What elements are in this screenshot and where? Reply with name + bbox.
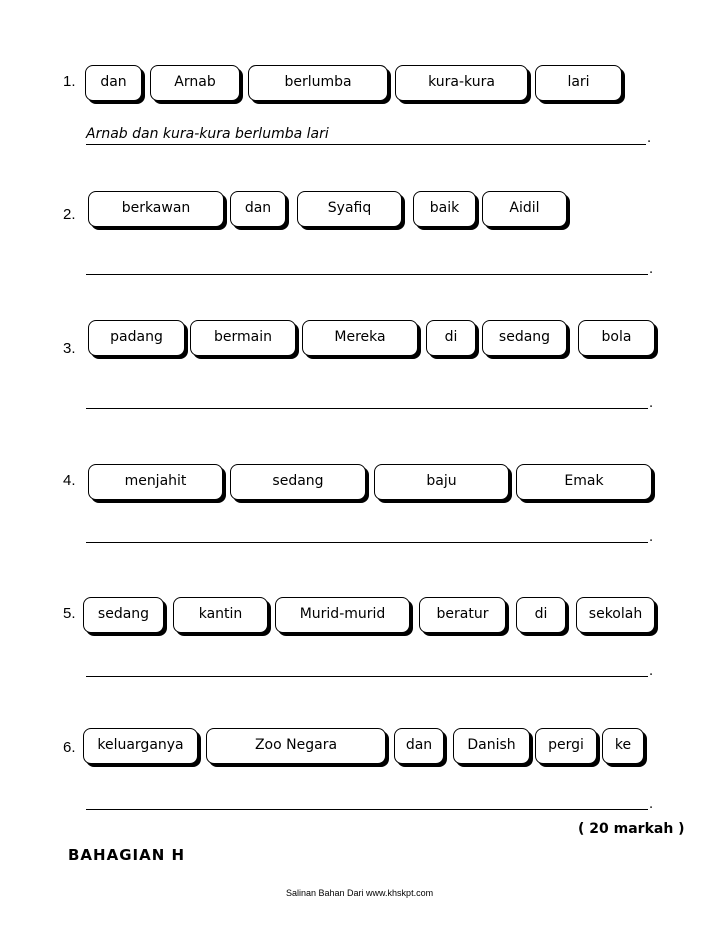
word-card: sedang — [482, 320, 567, 356]
word-card: di — [516, 597, 566, 633]
word-card: bola — [578, 320, 655, 356]
line-end-period: . — [649, 530, 654, 545]
word-card: Danish — [453, 728, 530, 764]
word-card: kura-kura — [395, 65, 528, 101]
word-card: lari — [535, 65, 622, 101]
word-card: berlumba — [248, 65, 388, 101]
word-card: ke — [602, 728, 644, 764]
word-card: keluarganya — [83, 728, 198, 764]
word-card: Arnab — [150, 65, 240, 101]
word-card: baik — [413, 191, 476, 227]
word-card: di — [426, 320, 476, 356]
word-card: padang — [88, 320, 185, 356]
word-card: dan — [394, 728, 444, 764]
line-end-period: . — [649, 396, 654, 411]
total-marks: ( 20 markah ) — [578, 821, 685, 837]
word-card: Zoo Negara — [206, 728, 386, 764]
answer-line[interactable] — [86, 542, 648, 543]
line-end-period: . — [647, 131, 652, 146]
word-card: Syafiq — [297, 191, 402, 227]
question-number: 6. — [63, 739, 76, 756]
line-end-period: . — [649, 262, 654, 277]
word-card: Aidil — [482, 191, 567, 227]
question-number: 5. — [63, 605, 76, 622]
answer-line[interactable] — [86, 809, 648, 810]
word-card: beratur — [419, 597, 506, 633]
answer-line[interactable] — [86, 408, 648, 409]
word-card: menjahit — [88, 464, 223, 500]
question-number: 3. — [63, 340, 76, 357]
word-card: Murid-murid — [275, 597, 410, 633]
line-end-period: . — [649, 797, 654, 812]
word-card: dan — [230, 191, 286, 227]
word-card: Mereka — [302, 320, 418, 356]
word-card: kantin — [173, 597, 268, 633]
word-card: baju — [374, 464, 509, 500]
question-number: 4. — [63, 472, 76, 489]
word-card: sedang — [83, 597, 164, 633]
footer-source: Salinan Bahan Dari www.khskpt.com — [286, 888, 434, 898]
word-card: pergi — [535, 728, 597, 764]
word-card: dan — [85, 65, 142, 101]
question-number: 2. — [63, 206, 76, 223]
answer-line[interactable] — [86, 144, 646, 145]
word-card: sekolah — [576, 597, 655, 633]
answer-text: Arnab dan kura-kura berlumba lari — [86, 126, 329, 142]
word-card: sedang — [230, 464, 366, 500]
line-end-period: . — [649, 664, 654, 679]
word-card: Emak — [516, 464, 652, 500]
word-card: bermain — [190, 320, 296, 356]
answer-line[interactable] — [86, 274, 648, 275]
section-title: BAHAGIAN H — [68, 846, 186, 864]
question-number: 1. — [63, 73, 76, 90]
word-card: berkawan — [88, 191, 224, 227]
answer-line[interactable] — [86, 676, 648, 677]
